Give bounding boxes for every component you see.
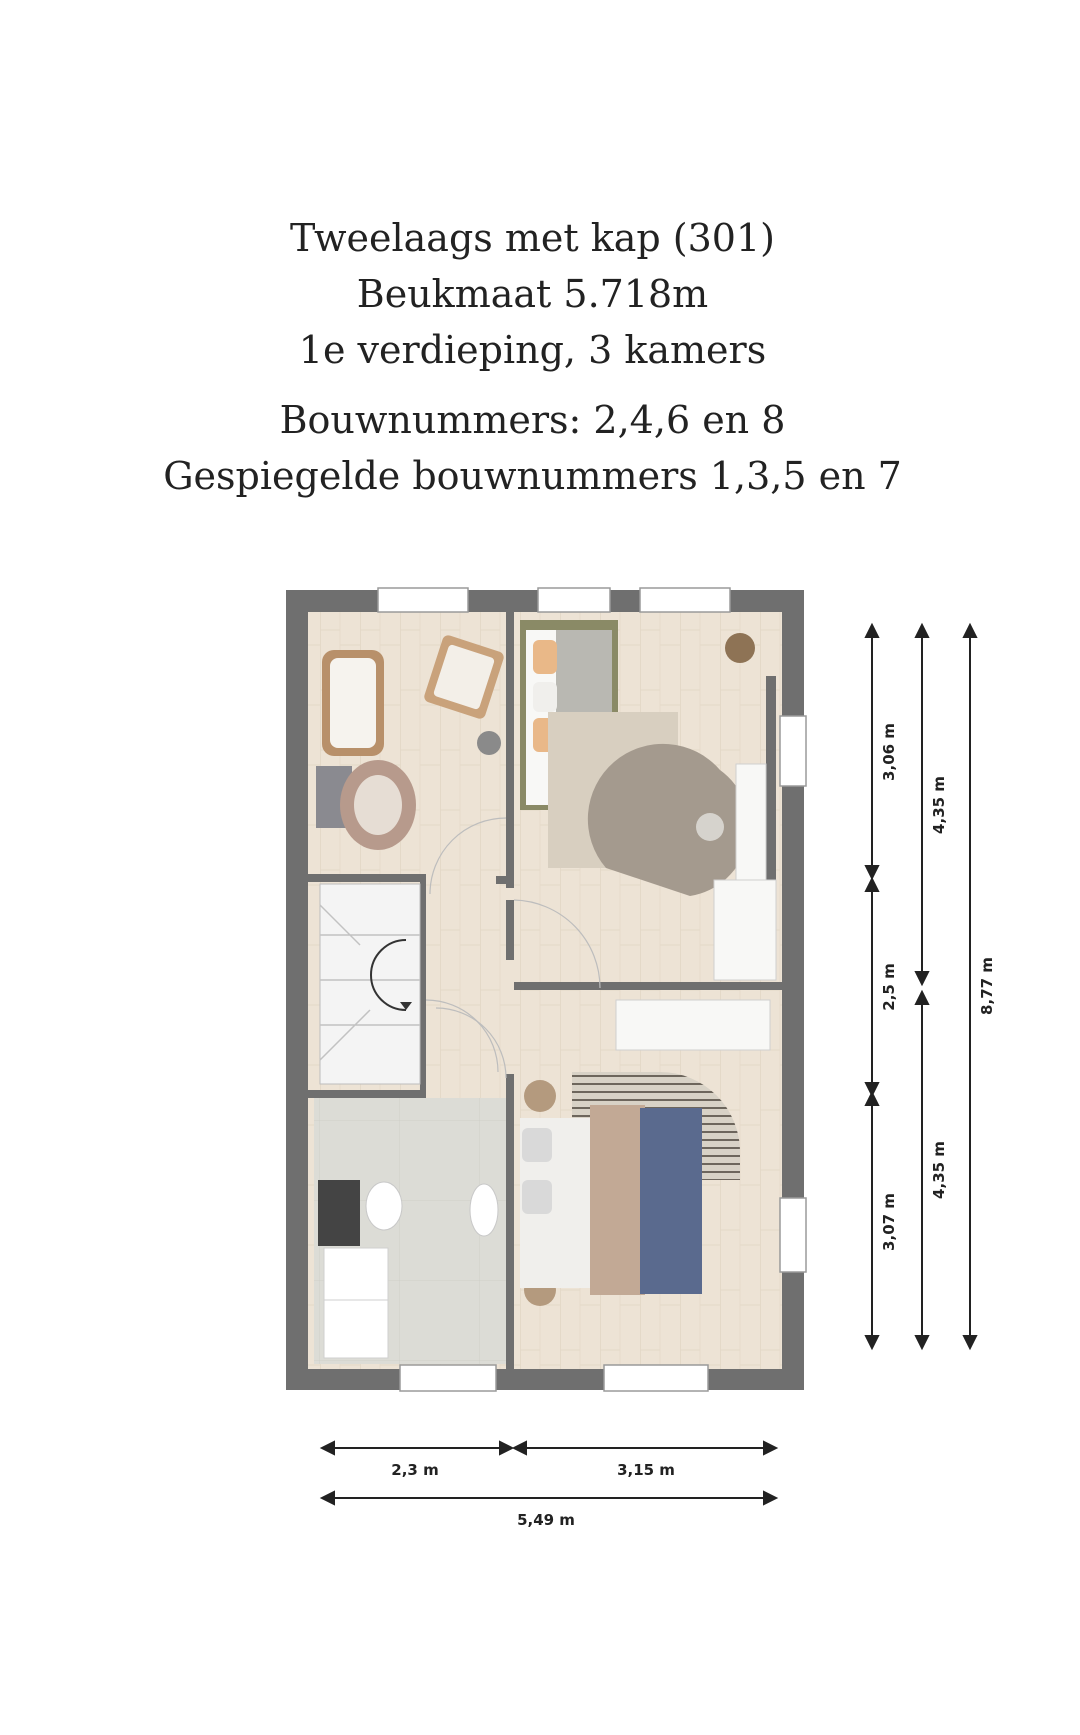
dim-label-5-49: 5,49 m (517, 1511, 575, 1529)
title-line-5: Gespiegelde bouwnummers 1,3,5 en 7 (163, 454, 902, 498)
dim-label-4-35-bottom: 4,35 m (930, 1141, 948, 1199)
title-line-4: Bouwnummers: 2,4,6 en 8 (279, 398, 786, 442)
dim-label-8-77: 8,77 m (978, 957, 996, 1015)
dim-label-3-15: 3,15 m (617, 1461, 675, 1479)
title-line-3: 1e verdieping, 3 kamers (298, 328, 767, 372)
dim-label-2-5: 2,5 m (880, 963, 898, 1011)
dim-label-3-06: 3,06 m (880, 723, 898, 781)
dim-label-3-07: 3,07 m (880, 1193, 898, 1251)
title-line-2: Beukmaat 5.718m (356, 272, 709, 316)
dim-label-4-35-top: 4,35 m (930, 776, 948, 834)
stairs (320, 884, 420, 1084)
room-bathroom (314, 1098, 506, 1364)
title-line-1: Tweelaags met kap (301) (289, 216, 775, 260)
horizontal-dimensions (322, 1442, 776, 1504)
dim-label-2-3: 2,3 m (391, 1461, 439, 1479)
